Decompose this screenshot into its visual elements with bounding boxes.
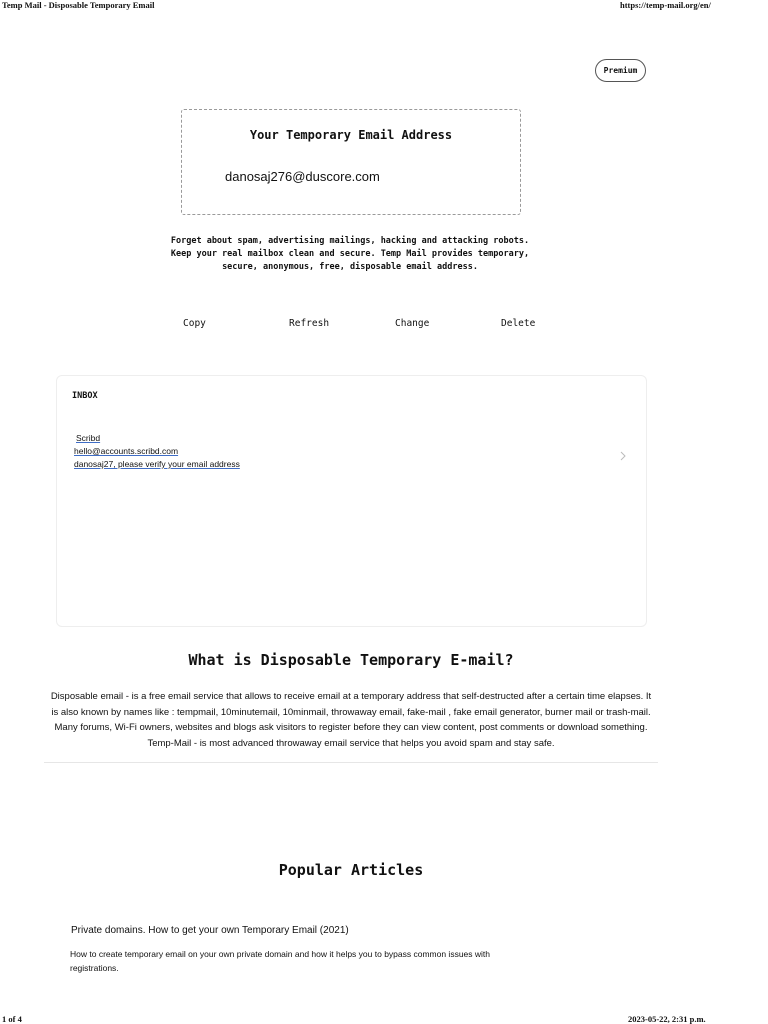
temporary-email-address[interactable]: danosaj276@duscore.com xyxy=(225,169,380,184)
message-sender-email[interactable]: hello@accounts.scribd.com xyxy=(74,446,179,456)
chevron-right-icon[interactable] xyxy=(619,450,627,462)
refresh-button[interactable]: Refresh xyxy=(289,318,330,329)
inbox-panel xyxy=(56,375,647,627)
intro-line: secure, anonymous, free, disposable email address. xyxy=(222,262,478,272)
premium-button[interactable]: Premium xyxy=(595,59,646,82)
intro-line: Forget about spam, advertising mailings, hacking and attacking robots. xyxy=(170,236,530,246)
change-button[interactable]: Change xyxy=(395,318,430,329)
popular-articles-title: Popular Articles xyxy=(278,861,424,879)
email-address-box xyxy=(181,109,521,215)
copy-button[interactable]: Copy xyxy=(183,318,206,329)
inbox-title: INBOX xyxy=(72,391,98,401)
article-description: How to create temporary email on your own private domain and how it helps you to bypass common issues with registrations. xyxy=(70,949,491,973)
intro-line: Keep your real mailbox clean and secure. Temp Mail provides temporary, xyxy=(170,249,530,259)
email-box-title: Your Temporary Email Address xyxy=(249,128,453,142)
print-url: https://temp-mail.org/en/ xyxy=(620,0,711,10)
intro-text xyxy=(160,235,540,274)
about-text: Disposable email - is a free email service that allows to receive email at a temporary address that self-destructed after a certain time elapses. It is also known by names like : tempmail, 10minutemail, 10minmail, throwaway email, fake-mail , fake email generator, burner mail or trash-mail. Many forums, Wi-Fi owners, websites and blogs ask visitors to register before they can view content, post comments or download something. Temp-Mail - is most advanced throwaway email service that helps you avoid spam and stay safe. xyxy=(50,691,652,749)
article-link[interactable]: Private domains. How to get your own Temporary Email (2021) xyxy=(71,925,349,936)
about-title: What is Disposable Temporary E-mail? xyxy=(188,651,514,669)
inbox-message[interactable] xyxy=(74,433,639,477)
print-page-number: 1 of 4 xyxy=(2,1014,22,1024)
message-sender-name[interactable]: Scribd xyxy=(76,433,101,443)
delete-button[interactable]: Delete xyxy=(501,318,536,329)
print-date: 2023-05-22, 2:31 p.m. xyxy=(628,1014,706,1024)
section-divider xyxy=(44,762,658,763)
message-subject[interactable]: danosaj27, please verify your email address xyxy=(74,459,240,469)
print-page-title: Temp Mail - Disposable Temporary Email xyxy=(2,0,155,10)
